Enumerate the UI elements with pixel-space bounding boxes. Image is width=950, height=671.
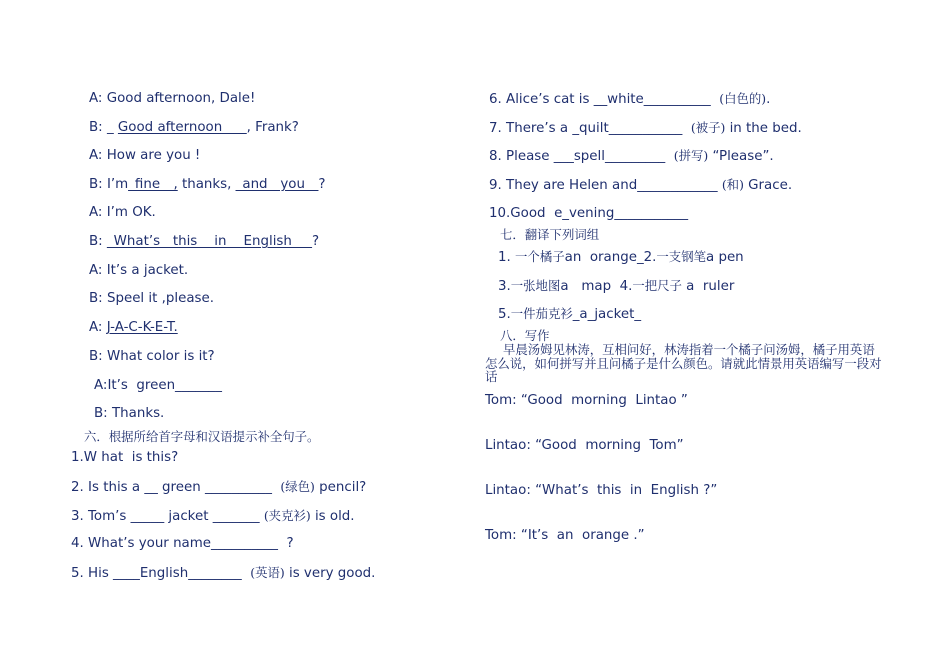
exercise-item-5 — [71, 564, 375, 583]
row-text: an orange_2. — [564, 250, 657, 265]
chinese-phrase: 一件茄克衫 — [510, 306, 573, 321]
exercise-item-7 — [489, 119, 802, 138]
item-text: 10.Good e_vening___________ — [489, 206, 689, 221]
speaker: B: — [89, 234, 103, 249]
line-text: Speel it ,please. — [102, 291, 215, 306]
item-text: “Please”. — [708, 149, 774, 164]
answer-blank: _fine__, — [128, 177, 178, 192]
chinese-phrase: 一把尺子 — [632, 278, 682, 293]
row-text: 5. — [498, 307, 511, 322]
answer-blank: J-A-C-K-E-T. — [106, 320, 178, 335]
exercise-item-1 — [71, 449, 178, 467]
speaker: A: — [94, 378, 108, 393]
chinese-hint: (夹克衫) — [263, 508, 311, 523]
dialogue-line-12 — [94, 405, 164, 423]
line-text: ? — [318, 177, 326, 192]
item-text: 1.W hat is this? — [71, 450, 179, 465]
speaker: B: — [89, 120, 103, 135]
chinese-hint: (被子) — [690, 120, 726, 135]
item-text: 2. Is this a __ green __________ — [71, 480, 281, 495]
speaker: A: — [89, 320, 103, 335]
item-text: . — [766, 92, 771, 107]
answer-blank: _and you__ — [235, 177, 319, 192]
dialogue-line-11 — [94, 377, 222, 395]
item-text: pencil? — [314, 480, 367, 495]
line-text: I’m — [102, 177, 129, 192]
exercise-item-4 — [71, 535, 294, 553]
chinese-phrase: 一支钢笔 — [656, 249, 706, 264]
line-text: I’m OK. — [102, 205, 156, 220]
chinese-hint: (拼写) — [673, 148, 709, 163]
dialogue-line-8 — [89, 290, 214, 308]
section-6-heading: 六．根据所给首字母和汉语提示补全句子。 — [84, 429, 320, 444]
dialogue-line-7 — [89, 262, 188, 280]
chinese-phrase: 一张地图 — [510, 278, 561, 293]
line-text: It’s a jacket. — [102, 263, 189, 278]
chinese-hint: (白色的) — [719, 91, 767, 106]
chinese-hint: (绿色) — [280, 479, 315, 494]
dialogue-line-6 — [89, 233, 319, 251]
line-text: thanks, — [177, 177, 236, 192]
item-text: Grace. — [743, 178, 793, 193]
writing-line-2: Lintao: “Good morning Tom” — [485, 438, 684, 453]
line-text: Good afternoon, Dale! — [102, 91, 256, 106]
line-text: , Frank? — [246, 120, 299, 135]
speaker: B: — [89, 177, 103, 192]
line-text: ? — [311, 234, 320, 249]
exercise-item-10 — [489, 205, 688, 223]
dialogue-line-5 — [89, 204, 156, 222]
row-text: a pen — [705, 250, 744, 265]
speaker: A: — [89, 91, 103, 106]
dialogue-line-10 — [89, 348, 215, 366]
item-text: is very good. — [284, 566, 376, 581]
item-text: is old. — [310, 509, 355, 524]
speaker: B: — [89, 291, 103, 306]
exercise-item-2 — [71, 478, 366, 497]
line-text: How are you ! — [102, 148, 201, 163]
writing-line-1: Tom: “Good morning Lintao ” — [485, 393, 688, 408]
line-text: Thanks. — [107, 406, 165, 421]
writing-line-4: Tom: “It’s an orange .” — [485, 528, 645, 543]
dialogue-line-3 — [89, 147, 200, 165]
item-text: 9. They are Helen and____________ — [489, 178, 722, 193]
translation-row-1 — [498, 248, 744, 267]
translation-row-2 — [498, 277, 734, 296]
speaker: B: — [94, 406, 108, 421]
item-text: 5. His ____English________ — [71, 566, 251, 581]
exercise-item-9 — [489, 176, 792, 195]
row-text: _a_jacket_ — [572, 307, 642, 322]
speaker: B: — [89, 349, 103, 364]
exercise-item-3 — [71, 507, 355, 526]
dialogue-line-4 — [89, 176, 325, 194]
dialogue-line-9 — [89, 319, 178, 337]
item-text: 4. What’s your name__________ ? — [71, 536, 294, 551]
speaker: A: — [89, 205, 103, 220]
row-text: 3. — [498, 279, 511, 294]
speaker: A: — [89, 148, 103, 163]
row-text: a ruler — [681, 279, 735, 294]
line-text: It’s green_______ — [107, 378, 222, 393]
translation-row-3 — [498, 305, 641, 324]
item-text: in the bed. — [725, 121, 802, 136]
chinese-hint: (和) — [721, 177, 744, 192]
chinese-hint: (英语) — [250, 565, 285, 580]
writing-prompt: 早晨汤姆见林涛，互相问好，林涛指着一个橘子问汤姆，橘子用英语怎么说，如何拼写并且问橘子是什么颜色。请就此情景用英语编写一段对话 — [485, 342, 882, 385]
line-text: What color is it? — [102, 349, 215, 364]
speaker: A: — [89, 263, 103, 278]
chinese-phrase: 一个橘子 — [515, 249, 565, 264]
item-text: 3. Tom’s _____ jacket _______ — [71, 509, 264, 524]
section-8-heading: 八．写作 — [500, 328, 550, 343]
dialogue-line-1 — [89, 90, 255, 108]
dialogue-line-2 — [89, 119, 299, 137]
answer-blank: Good afternoon ___ — [117, 120, 247, 135]
item-text: 8. Please ___spell_________ — [489, 149, 674, 164]
item-text: 6. Alice’s cat is __white__________ — [489, 92, 720, 107]
answer-blank: _What’s this in English___ — [106, 234, 312, 249]
section-7-heading: 七．翻译下列词组 — [500, 227, 600, 242]
item-text: 7. There’s a _quilt___________ — [489, 121, 691, 136]
row-text: a map 4. — [560, 279, 633, 294]
exercise-item-8 — [489, 147, 774, 166]
exercise-item-6 — [489, 90, 770, 109]
line-text: _ — [102, 120, 118, 135]
row-text: 1. — [498, 250, 516, 265]
writing-line-3: Lintao: “What’s this in English ?” — [485, 483, 718, 498]
